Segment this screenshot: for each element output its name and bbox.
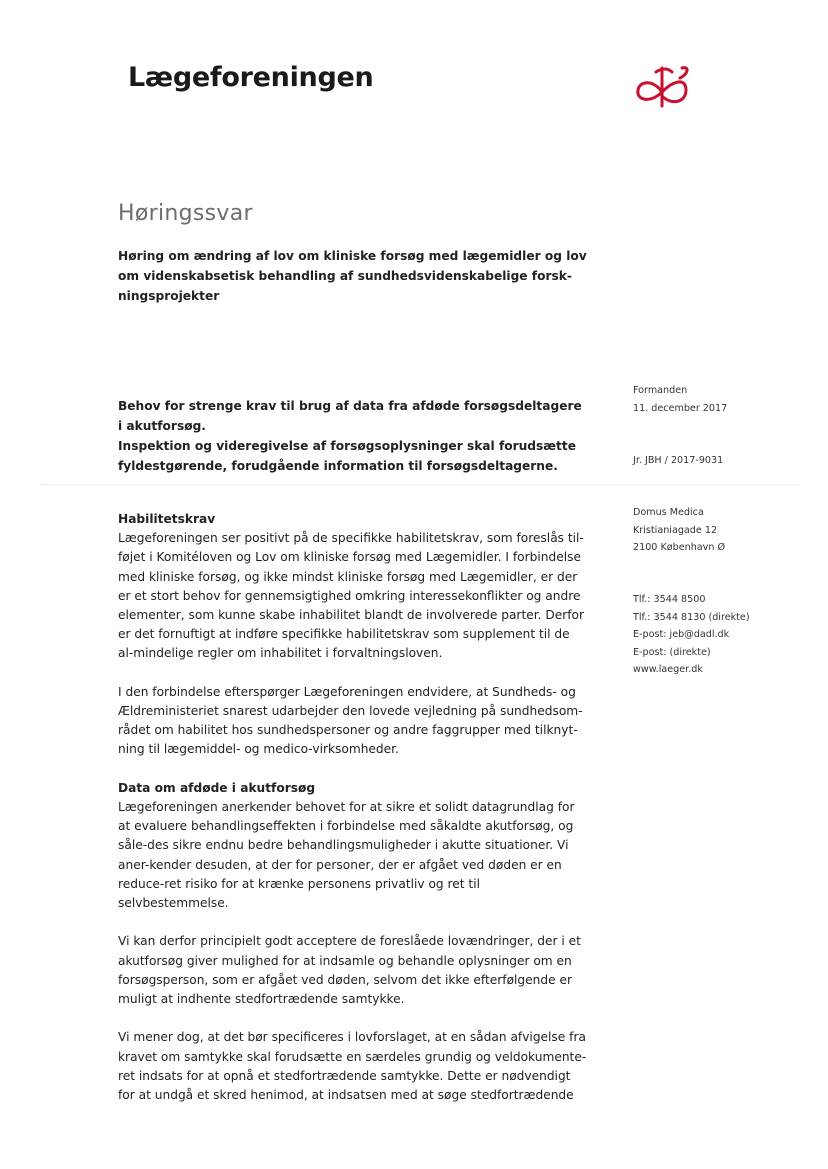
email-link[interactable]: E-post: jeb@dadl.dk	[633, 629, 730, 640]
sender-title: Formanden	[633, 385, 688, 396]
journal-block	[633, 452, 793, 470]
contact-block	[633, 591, 793, 679]
document-subject: Høring om ændring af lov om kliniske forsøg med lægemidler og lov om videnskabsetisk behandling af sundhedsvidenskabelige forsk-ningsprojekter	[118, 249, 587, 303]
section-heading: Data om afdøde i akutforsøg	[118, 780, 316, 795]
address-line: Domus Medica	[633, 507, 704, 518]
phone-main: Tlf.: 3544 8500	[633, 594, 706, 605]
paragraph: Lægeforeningen ser positivt på de specifikke habilitetskrav, som foreslås til-føjet i Komitéloven og Lov om kliniske forsøg med Lægemidler. I forbindelse med kliniske forsøg, og ikke mindst kliniske forsøg med Lægemidler, er der er et stort behov for gennemsigtighed omkring interessekonflikter og andre elementer, som kunne skabe inhabilitet blandt de involverede parter. Derfor er det fornuftigt at indføre specifikke habilitetskrav som supplement til de al-mindelige regler om inhabilitet i forvaltningsloven.	[118, 531, 585, 661]
paragraph: Vi kan derfor principielt godt acceptere de foreslåede lovændringer, der i et akutforsøg giver mulighed for at indsamle og behandle oplysninger om en forsøgsperson, som er afgået ved døden, selvom det ikke efterfølgende er muligt at indhente stedfortrædende samtykke.	[118, 934, 581, 1007]
section-heading: Habilitetskrav	[118, 512, 216, 526]
intro-summary	[118, 396, 588, 476]
address-line: 2100 København Ø	[633, 542, 726, 553]
paragraph: Lægeforeningen anerkender behovet for at sikre et solidt datagrundlag for at evaluere behandlingseffekten i forbindelse med såkaldte akutforsøg, og såle-des sikre endnu bedre behandlingsmuligheder i akutte situationer. Vi aner-kender desuden, at der for personer, der er afgået ved døden er en reduce-ret risiko for at krænke personens privatliv og ret til selvbestemmelse.	[118, 800, 575, 911]
aesculapian-snake-logo-icon	[632, 62, 692, 110]
address-line: Kristianiagade 12	[633, 524, 718, 536]
divider	[40, 484, 800, 485]
paragraph: I den forbindelse efterspørger Lægeforeningen endvidere, at Sundheds- og Ældreministeriet snarest udarbejder den lovede vejledning på sundhedsom-rådet om habilitet hos sundhedspersoner og andre faggrupper med tilknyt-ning til lægemiddel- og medico-virksomheder.	[118, 684, 583, 757]
intro-point: Behov for strenge krav til brug af data fra afdøde forsøgsdeltagere i akutforsøg.	[118, 399, 582, 433]
intro-point: Inspektion og videregivelse af forsøgsoplysninger skal forudsætte fyldestgørende, forudgående information til forsøgsdeltagerne.	[118, 439, 576, 473]
document-body	[118, 510, 588, 1124]
letter-date: 11. december 2017	[633, 402, 728, 414]
address-block	[633, 504, 793, 557]
paragraph: Vi mener dog, at det bør specificeres i lovforslaget, at en sådan afvigelse fra kravet om samtykke skal forudsætte en særdeles grundig og veldokumente-ret indsats for at opnå et stedfortrædende samtykke. Dette er nødvendigt for at undgå et skred henimod, at indsatsen med at søge stedfortrædende	[118, 1030, 587, 1103]
phone-direct: Tlf.: 3544 8130 (direkte)	[633, 611, 750, 623]
document-type-heading: Høringssvar	[118, 201, 253, 226]
email-direct: E-post: (direkte)	[633, 646, 711, 658]
org-logo-text: Lægeforeningen	[128, 62, 374, 93]
sender-block	[633, 382, 793, 417]
website-link[interactable]: www.laeger.dk	[633, 664, 703, 675]
journal-number: Jr. JBH / 2017-9031	[633, 455, 724, 466]
